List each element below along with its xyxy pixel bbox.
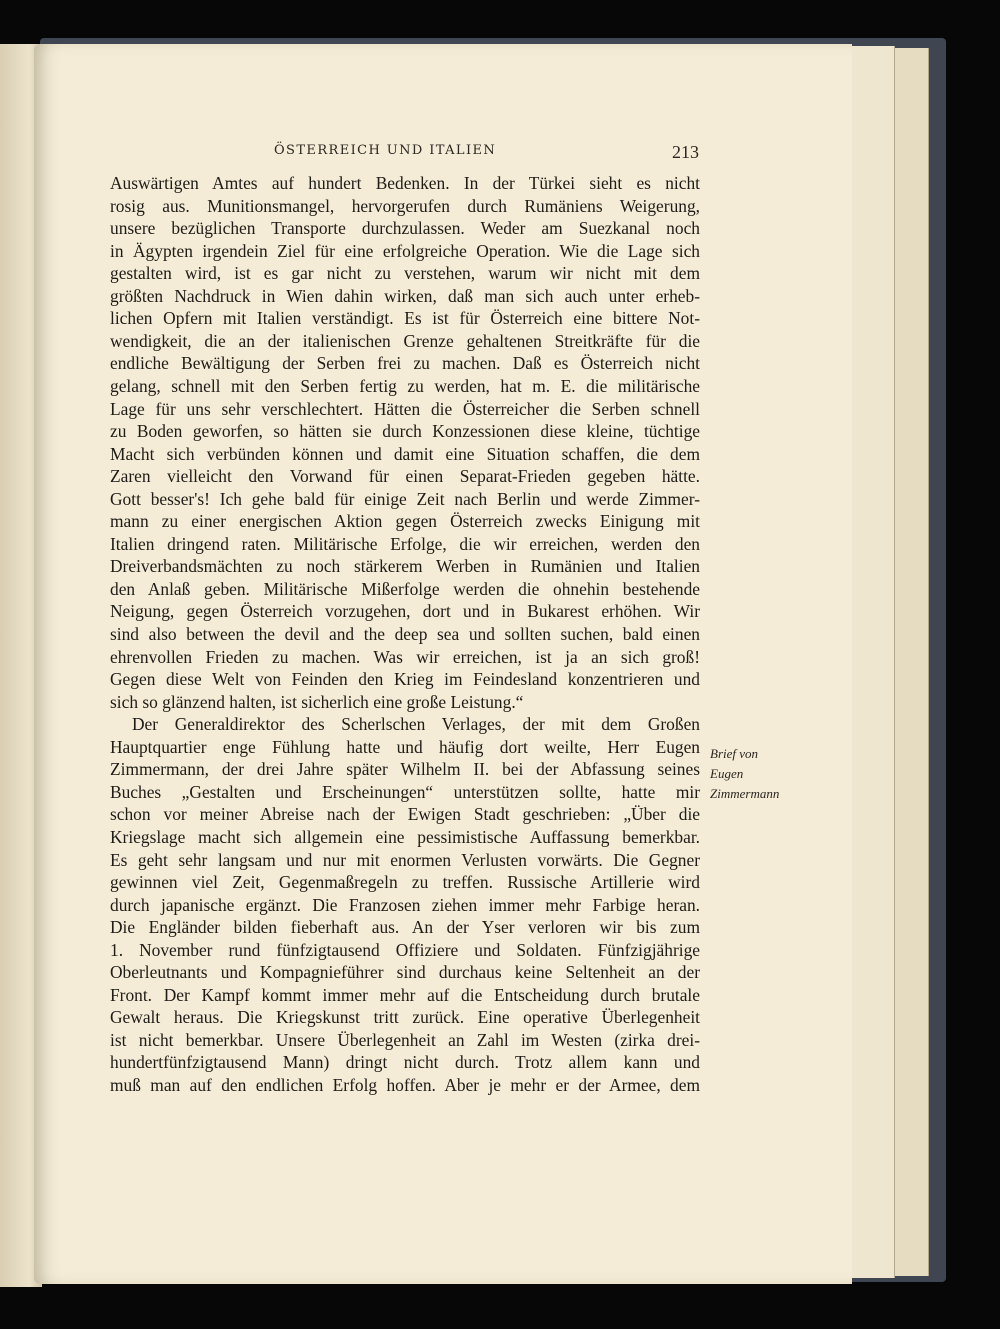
text-line: Zaren vielleicht den Vorwand für einen Separat-Frieden gegeben hätte. — [110, 466, 700, 487]
text-line: muß man auf den endlichen Erfolg hoffen. Aber je mehr er der Armee, dem — [110, 1075, 700, 1095]
margin-note — [710, 744, 790, 804]
text-line: zu Boden geworfen, so hätten sie durch Konzessionen diese kleine, tüchtige — [110, 421, 700, 442]
text-line: Buches „Gestalten und Erscheinungen“ unterstützen sollte, hatte mir — [110, 781, 700, 802]
text-line: gelang, schnell mit den Serben fertig zu werden, hat m. E. die militärische — [110, 375, 700, 396]
text-line: den Anlaß geben. Militärische Mißerfolge werden die ohnehin bestehende — [110, 578, 700, 599]
text-line: Macht sich verbünden können und damit eine Situation schaffen, die dem — [110, 443, 700, 464]
text-line: schon vor meiner Abreise nach der Ewigen Stadt geschrieben: „Über die — [110, 804, 700, 825]
text-line: Neigung, gegen Österreich vorzugehen, dort und in Bukarest erhöhen. Wir — [110, 601, 700, 622]
text-line: größten Nachdruck in Wien dahin wirken, daß man sich auch unter erheb- — [110, 285, 700, 306]
page-number: 213 — [672, 142, 699, 162]
margin-note-line: Brief von — [710, 746, 759, 761]
text-line: Gewalt heraus. Die Kriegskunst tritt zurück. Eine operative Überlegenheit — [110, 1007, 700, 1028]
text-line: Hauptquartier enge Fühlung hatte und häufig dort weilte, Herr Eugen — [110, 736, 700, 757]
text-line: ist nicht bemerkbar. Unsere Überlegenheit an Zahl im Westen (zirka drei- — [110, 1029, 700, 1050]
text-line: wendigkeit, die an der italienischen Grenze gehaltenen Streitkräfte für die — [110, 330, 700, 351]
text-line: Der Generaldirektor des Scherlschen Verlages, der mit dem Großen — [132, 714, 700, 735]
text-line: Die Engländer bilden fieberhaft aus. An der Yser verloren wir bis zum — [110, 917, 700, 938]
text-line: Oberleutnants und Kompagnieführer sind durchaus keine Seltenheit an der — [110, 962, 700, 983]
text-line: Gegen diese Welt von Feinden den Krieg im Feindesland konzentrieren und — [110, 669, 700, 690]
text-line: gestalten wird, ist es gar nicht zu verstehen, warum wir nicht mit dem — [110, 263, 700, 284]
text-line: ehrenvollen Frieden zu machen. Was wir erreichen, ist ja an sich groß! — [110, 646, 700, 667]
text-line: unsere bezüglichen Transporte durchzulassen. Weder am Suezkanal noch — [110, 218, 700, 239]
text-line: Dreiverbandsmächten zu noch stärkerem Werben in Rumänien und Italien — [110, 556, 700, 577]
text-line: Auswärtigen Amtes auf hundert Bedenken. In der Türkei sieht es nicht — [110, 173, 700, 193]
text-line: lichen Opfern mit Italien verständigt. Es ist für Österreich eine bittere Not- — [110, 308, 700, 329]
running-head: ÖSTERREICH UND ITALIEN — [274, 143, 497, 158]
text-line: 1. November rund fünfzigtausend Offiziere und Soldaten. Fünfzigjährige — [110, 939, 700, 960]
text-line: endliche Bewältigung der Serben frei zu machen. Daß es Österreich nicht — [110, 353, 700, 374]
text-line: gewinnen viel Zeit, Gegenmaßregeln zu treffen. Russische Artillerie wird — [110, 872, 700, 893]
text-line: durch japanische ergänzt. Die Franzosen ziehen immer mehr Farbige heran. — [110, 894, 700, 915]
text-line: in Ägypten irgendein Ziel für eine erfolgreiche Operation. Wie die Lage sich — [110, 240, 700, 261]
text-line: Zimmermann, der drei Jahre später Wilhelm II. bei der Abfassung seines — [110, 759, 700, 780]
text-line: sich so glänzend halten, ist sicherlich eine große Leistung.“ — [110, 691, 524, 712]
text-line: Italien dringend raten. Militärische Erfolge, die wir erreichen, werden den — [110, 533, 700, 554]
text-line: Lage für uns sehr verschlechtert. Hätten die Österreicher die Serben schnell — [110, 398, 700, 419]
text-line: Es geht sehr langsam und nur mit enormen Verlusten vorwärts. Die Gegner — [110, 849, 700, 870]
text-line: Kriegslage macht sich allgemein eine pessimistische Auffassung bemerkbar. — [110, 826, 700, 847]
text-line: rosig aus. Munitionsmangel, hervorgerufen durch Rumäniens Weigerung, — [110, 195, 700, 216]
text-line: mann zu einer energischen Aktion gegen Österreich zwecks Einigung mit — [110, 511, 700, 532]
margin-note-line: Zimmermann — [710, 786, 780, 801]
text-line: hundertfünfzigtausend Mann) dringt nicht durch. Trotz allem kann und — [110, 1052, 700, 1073]
margin-note-line: Eugen — [710, 766, 744, 781]
text-line: sind also between the devil and the deep sea und sollten suchen, bald einen — [110, 624, 700, 644]
text-line: Gott besser's! Ich gehe bald für einige Zeit nach Berlin und werde Zimmer- — [110, 488, 700, 509]
text-line: Front. Der Kampf kommt immer mehr auf die Entscheidung durch brutale — [110, 984, 700, 1005]
